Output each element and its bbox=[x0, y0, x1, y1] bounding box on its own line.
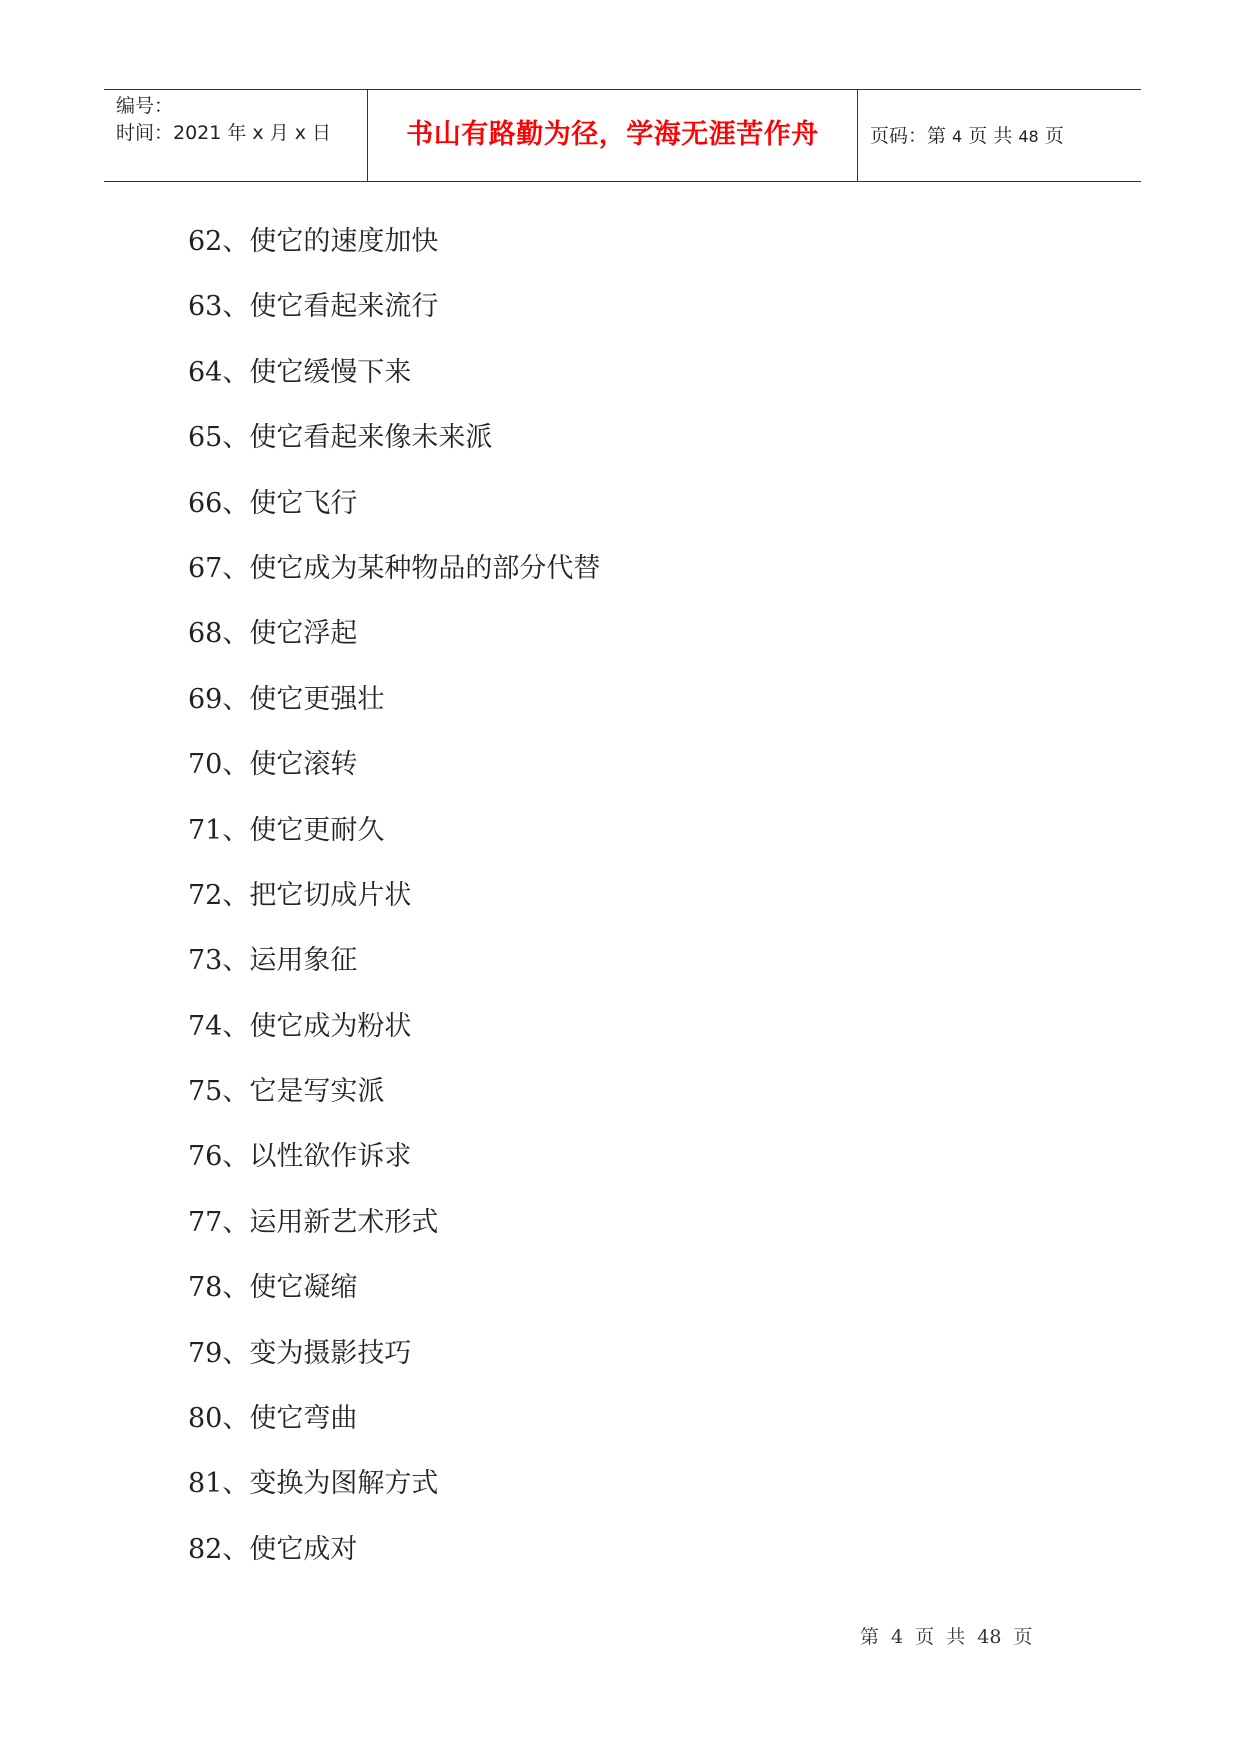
header-page-cell bbox=[858, 90, 1141, 181]
list-item: 77、运用新艺术形式 bbox=[188, 1206, 439, 1238]
page-suffix: 页 bbox=[1038, 125, 1064, 147]
page-number: 4 bbox=[952, 127, 963, 146]
list-item: 82、使它成对 bbox=[188, 1533, 358, 1565]
list-item: 78、使它凝缩 bbox=[188, 1272, 358, 1304]
list-item: 76、以性欲作诉求 bbox=[188, 1141, 412, 1173]
list-item: 66、使它飞行 bbox=[188, 487, 358, 519]
list-item: 67、使它成为某种物品的部分代替 bbox=[188, 552, 601, 584]
document-number-label: 编号： bbox=[116, 95, 174, 117]
list-item: 79、变为摄影技巧 bbox=[188, 1337, 412, 1369]
list-item: 63、使它看起来流行 bbox=[188, 291, 439, 323]
page-header bbox=[104, 89, 1141, 182]
list-item: 64、使它缓慢下来 bbox=[188, 356, 412, 388]
page-prefix: 页码：第 bbox=[870, 125, 953, 147]
list-item: 80、使它弯曲 bbox=[188, 1403, 358, 1435]
list-item: 72、把它切成片状 bbox=[188, 879, 412, 911]
page-footer: 第 4 页 共 48 页 bbox=[860, 1626, 1033, 1648]
page-middle: 页 共 bbox=[962, 125, 1019, 147]
header-motto: 书山有路勤为径，学海无涯苦作舟 bbox=[406, 119, 819, 150]
header-page-info bbox=[870, 123, 1064, 150]
header-motto-cell bbox=[368, 90, 858, 181]
list-item: 81、变换为图解方式 bbox=[188, 1468, 439, 1500]
idea-list bbox=[188, 218, 600, 1591]
list-item: 69、使它更强壮 bbox=[188, 683, 385, 715]
page-total: 48 bbox=[1018, 127, 1039, 146]
list-item: 74、使它成为粉状 bbox=[188, 1010, 412, 1042]
header-info-cell bbox=[104, 90, 368, 181]
list-item: 65、使它看起来像未来派 bbox=[188, 422, 493, 454]
document-date: 时间：2021 年 x 月 x 日 bbox=[116, 122, 332, 144]
list-item: 75、它是写实派 bbox=[188, 1076, 385, 1108]
list-item: 70、使它滚转 bbox=[188, 749, 358, 781]
list-item: 68、使它浮起 bbox=[188, 618, 358, 650]
list-item: 62、使它的速度加快 bbox=[188, 226, 439, 257]
list-item: 73、运用象征 bbox=[188, 945, 358, 977]
list-item: 71、使它更耐久 bbox=[188, 814, 385, 846]
